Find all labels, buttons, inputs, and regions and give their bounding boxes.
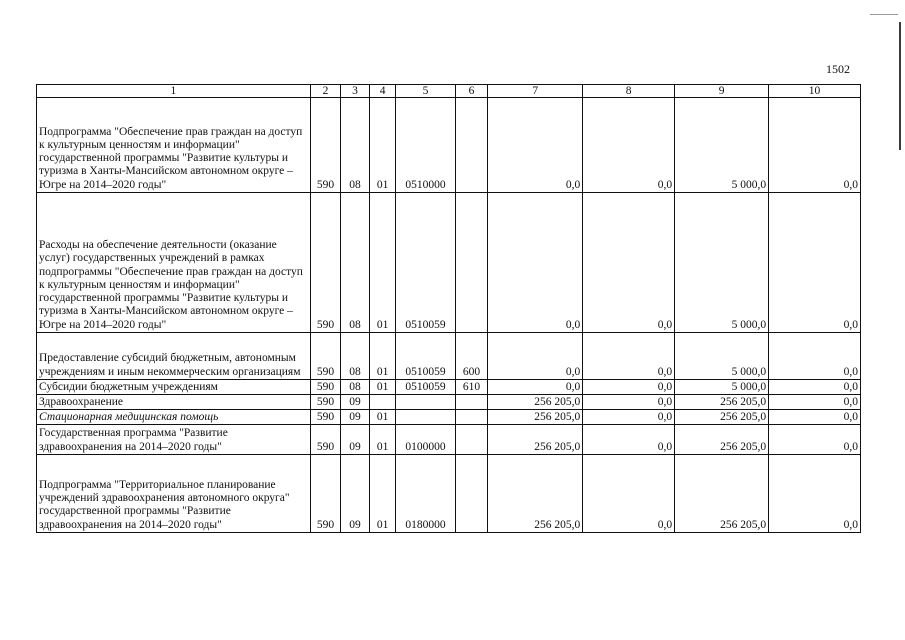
cell-col3: 09 xyxy=(341,410,370,425)
cell-col8: 0,0 xyxy=(583,193,675,333)
cell-col3: 08 xyxy=(341,193,370,333)
header-row xyxy=(37,85,861,98)
cell-col6 xyxy=(455,395,488,410)
cell-col4: 01 xyxy=(369,380,396,395)
cell-col4: 01 xyxy=(369,333,396,380)
cell-col2: 590 xyxy=(310,395,341,410)
row-name: Здравоохранение xyxy=(37,395,311,410)
cell-col10: 0,0 xyxy=(769,380,861,395)
cell-col10: 0,0 xyxy=(769,455,861,533)
cell-col5: 0510059 xyxy=(396,193,455,333)
cell-col10: 0,0 xyxy=(769,395,861,410)
row-name: Государственная программа "Развитие здравоохранения на 2014–2020 годы" xyxy=(37,425,311,455)
row-name: Подпрограмма "Территориальное планирование учреждений здравоохранения автономного округа" государственной программы "Развитие здравоохранения на 2014–2020 годы" xyxy=(37,455,311,533)
cell-col6: 610 xyxy=(455,380,488,395)
cell-col2: 590 xyxy=(310,193,341,333)
scan-edge-mark-top xyxy=(870,14,898,15)
cell-col7: 256 205,0 xyxy=(488,425,583,455)
cell-col7: 256 205,0 xyxy=(488,455,583,533)
cell-col8: 0,0 xyxy=(583,395,675,410)
col-header-4: 4 xyxy=(369,85,396,98)
col-header-7: 7 xyxy=(488,85,583,98)
col-header-3: 3 xyxy=(341,85,370,98)
cell-col9: 5 000,0 xyxy=(675,380,769,395)
row-name: Предоставление субсидий бюджетным, автономным учреждениям и иным некоммерческим организациям xyxy=(37,333,311,380)
table-row xyxy=(37,98,861,193)
page-number: 1502 xyxy=(826,62,850,76)
cell-col2: 590 xyxy=(310,333,341,380)
cell-col6 xyxy=(455,193,488,333)
row-name: Расходы на обеспечение деятельности (оказание услуг) государственных учреждений в рамках подпрограммы "Обеспечение прав граждан на доступ к культурным ценностям и информации" государственной программы "Развитие культуры и туризма в Ханты-Мансийском автономном округе – Югре на 2014–2020 годы" xyxy=(37,193,311,333)
cell-col7: 256 205,0 xyxy=(488,410,583,425)
cell-col3: 09 xyxy=(341,425,370,455)
cell-col7: 0,0 xyxy=(488,380,583,395)
cell-col4: 01 xyxy=(369,425,396,455)
cell-col8: 0,0 xyxy=(583,455,675,533)
table-row xyxy=(37,455,861,533)
cell-col2: 590 xyxy=(310,410,341,425)
col-header-6: 6 xyxy=(455,85,488,98)
cell-col5: 0510059 xyxy=(396,380,455,395)
cell-col4: 01 xyxy=(369,98,396,193)
cell-col7: 0,0 xyxy=(488,98,583,193)
col-header-2: 2 xyxy=(310,85,341,98)
row-name: Стационарная медицинская помощь xyxy=(37,410,311,425)
cell-col9: 256 205,0 xyxy=(675,455,769,533)
col-header-1: 1 xyxy=(37,85,311,98)
cell-col8: 0,0 xyxy=(583,425,675,455)
cell-col6 xyxy=(455,98,488,193)
cell-col9: 256 205,0 xyxy=(675,410,769,425)
cell-col8: 0,0 xyxy=(583,410,675,425)
table-row xyxy=(37,380,861,395)
cell-col4: 01 xyxy=(369,455,396,533)
cell-col6 xyxy=(455,425,488,455)
table-row xyxy=(37,410,861,425)
cell-col3: 08 xyxy=(341,98,370,193)
cell-col3: 08 xyxy=(341,333,370,380)
cell-col5: 0100000 xyxy=(396,425,455,455)
cell-col7: 256 205,0 xyxy=(488,395,583,410)
cell-col10: 0,0 xyxy=(769,193,861,333)
cell-col10: 0,0 xyxy=(769,425,861,455)
col-header-10: 10 xyxy=(769,85,861,98)
cell-col9: 5 000,0 xyxy=(675,98,769,193)
cell-col2: 590 xyxy=(310,425,341,455)
cell-col6: 600 xyxy=(455,333,488,380)
cell-col2: 590 xyxy=(310,98,341,193)
cell-col10: 0,0 xyxy=(769,410,861,425)
cell-col2: 590 xyxy=(310,380,341,395)
cell-col6 xyxy=(455,455,488,533)
cell-col8: 0,0 xyxy=(583,333,675,380)
cell-col9: 5 000,0 xyxy=(675,193,769,333)
cell-col10: 0,0 xyxy=(769,98,861,193)
cell-col5: 0510000 xyxy=(396,98,455,193)
cell-col3: 08 xyxy=(341,380,370,395)
table-row xyxy=(37,395,861,410)
cell-col5: 0180000 xyxy=(396,455,455,533)
cell-col5 xyxy=(396,395,455,410)
row-name: Субсидии бюджетным учреждениям xyxy=(37,380,311,395)
budget-table xyxy=(36,84,861,533)
cell-col9: 5 000,0 xyxy=(675,333,769,380)
cell-col7: 0,0 xyxy=(488,193,583,333)
cell-col3: 09 xyxy=(341,395,370,410)
cell-col8: 0,0 xyxy=(583,380,675,395)
cell-col4: 01 xyxy=(369,410,396,425)
col-header-9: 9 xyxy=(675,85,769,98)
table-row xyxy=(37,425,861,455)
cell-col9: 256 205,0 xyxy=(675,425,769,455)
cell-col4: 01 xyxy=(369,193,396,333)
col-header-5: 5 xyxy=(396,85,455,98)
col-header-8: 8 xyxy=(583,85,675,98)
cell-col5: 0510059 xyxy=(396,333,455,380)
cell-col5 xyxy=(396,410,455,425)
cell-col10: 0,0 xyxy=(769,333,861,380)
cell-col3: 09 xyxy=(341,455,370,533)
cell-col6 xyxy=(455,410,488,425)
cell-col7: 0,0 xyxy=(488,333,583,380)
scan-edge-mark-right xyxy=(899,22,901,150)
table-row xyxy=(37,193,861,333)
cell-col9: 256 205,0 xyxy=(675,395,769,410)
row-name: Подпрограмма "Обеспечение прав граждан на доступ к культурным ценностям и информации" государственной программы "Развитие культуры и туризма в Ханты-Мансийском автономном округе – Югре на 2014–2020 годы" xyxy=(37,98,311,193)
table-row xyxy=(37,333,861,380)
cell-col4 xyxy=(369,395,396,410)
cell-col2: 590 xyxy=(310,455,341,533)
cell-col8: 0,0 xyxy=(583,98,675,193)
